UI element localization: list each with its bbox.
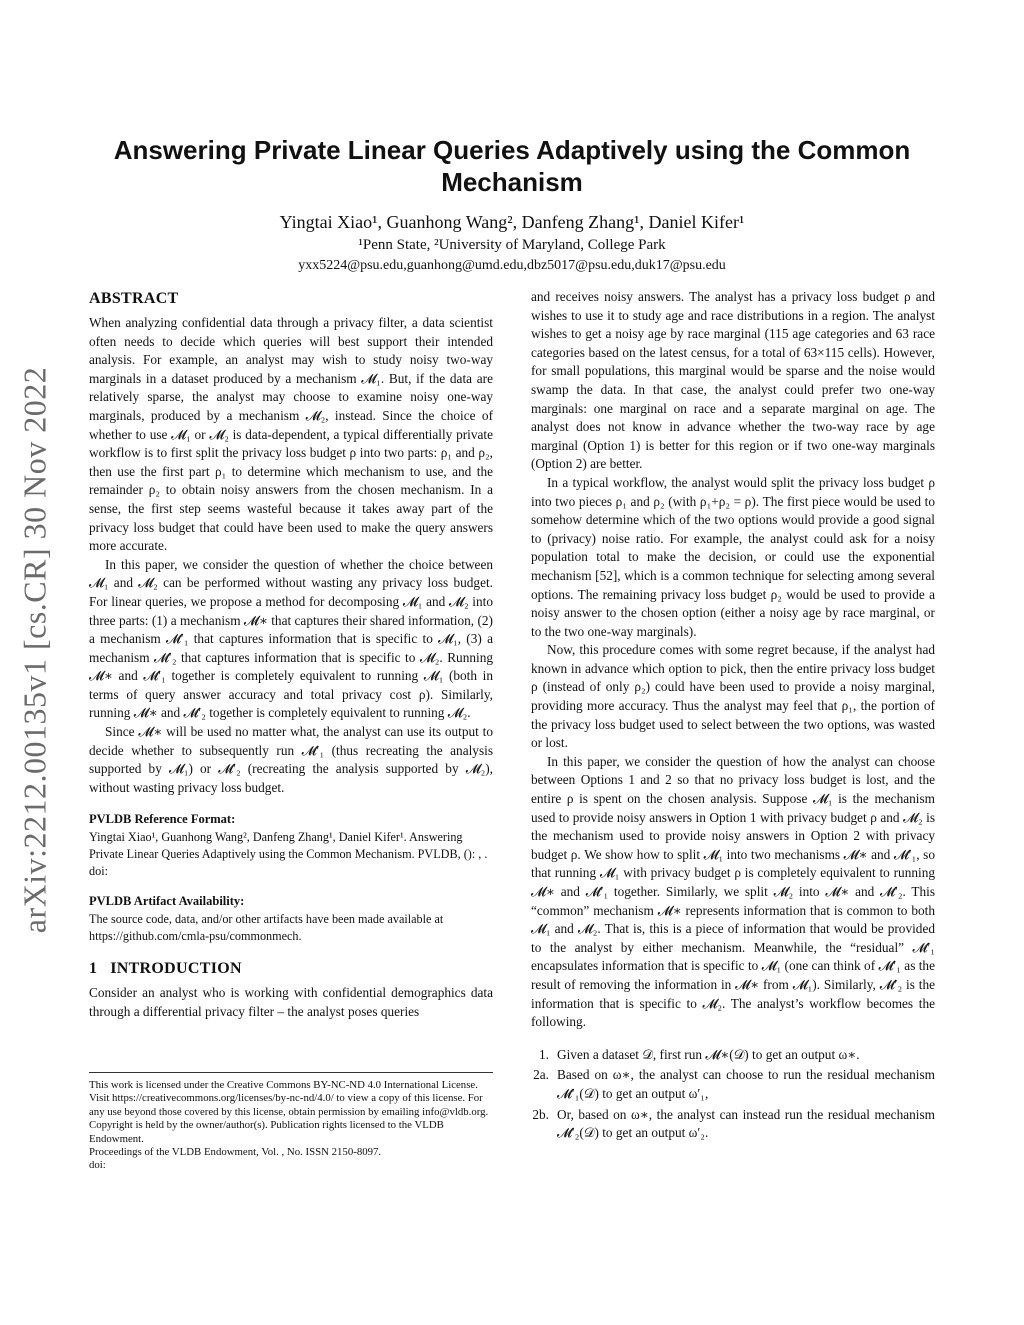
- intro-paragraph-continued: and receives noisy answers. The analyst has a privacy loss budget ρ and wishes to use it to study age and race distributions in a region. The analyst wishes to get a noisy age by race marginal (115 age categories and 63 race categories based on the latest census, for a total of 63×115 cells). However, for small populations, this marginal would be sparse and the noise would swamp the data. In that case, the analyst could prefer two one-way marginals: one marginal on race and a separate marginal on age. The analyst does not know in advance whether the two-way race by age marginal (Option 1) is better for this region or if two one-way marginals (Option 2) are better.: [531, 289, 935, 472]
- paper-title: Answering Private Linear Queries Adaptively using the Common Mechanism: [113, 135, 911, 197]
- introduction-heading: 1 INTRODUCTION: [89, 960, 242, 978]
- workflow-steps: [531, 1046, 935, 1143]
- pvldb-reference-text: Yingtai Xiao¹, Guanhong Wang², Danfeng Zhang¹, Daniel Kifer¹. Answering Private Linear Queries Adaptively using the Common Mechanism. PVLDB, (): , .: [89, 830, 488, 862]
- abstract-paragraph-1: When analyzing confidential data through a privacy filter, a data scientist often needs to decide which queries will best support their intended analysis. For example, an analyst may wish to study noisy two-way marginals in a dataset produced by a mechanism 𝓜₁. But, if the data are relatively sparse, the analyst may choose to examine noisy one-way marginals, produced by a mechanism 𝓜₂, instead. Since the choice of whether to use 𝓜₁ or 𝓜₂ is data-dependent, a typical differentially private workflow is to first split the privacy loss budget ρ into two parts: ρ₁ and ρ₂, then use the first part ρ₁ to determine which mechanism to use, and the remainder ρ₂ to obtain noisy answers from the chosen mechanism. In a sense, the first step seems wasteful because it takes away part of the privacy loss budget that could have been used to make the query answers more accurate.: [89, 315, 493, 554]
- arxiv-sidebar-stamp: [4, 330, 66, 970]
- author-list: Yingtai Xiao¹, Guanhong Wang², Danfeng Zhang¹, Daniel Kifer¹: [279, 212, 745, 232]
- pvldb-artifact-heading: PVLDB Artifact Availability:: [89, 894, 245, 909]
- step-number: 1.: [539, 1046, 549, 1062]
- pvldb-reference-doi: doi:: [89, 863, 108, 878]
- arxiv-identifier: arXiv:2212.00135v1 [cs.CR] 30 Nov 2022: [16, 366, 53, 934]
- intro-paragraph-regret: Now, this procedure comes with some regret because, if the analyst had known in advance which option to pick, then the entire privacy loss budget ρ (instead of only ρ₂) could have been used to provide a noisy marginal, providing more accuracy. Thus the analyst may feel that ρ₁, the portion of the privacy loss budget used to select between the two options, was wasted or lost.: [531, 642, 935, 751]
- footnote-doi: doi:: [89, 1159, 106, 1172]
- step-number: 2b.: [532, 1106, 549, 1122]
- pvldb-reference-heading: PVLDB Reference Format:: [89, 812, 236, 827]
- workflow-step: [531, 1106, 935, 1143]
- proceedings-text: Proceedings of the VLDB Endowment, Vol. , No. ISSN 2150-8097.: [89, 1146, 382, 1159]
- right-column: [531, 288, 935, 1145]
- step-text: Or, based on ω∗, the analyst can instead run the residual mechanism 𝓜′₂(𝒟) to get an output ω′₂.: [557, 1106, 935, 1141]
- abstract-paragraph-3: Since 𝓜∗ will be used no matter what, the analyst can use its output to decide whether to subsequently run 𝓜′₁ (thus recreating the analysis supported by 𝓜₁) or 𝓜′₂ (recreating the analysis supported by 𝓜₂), without wasting privacy loss budget.: [89, 724, 493, 795]
- pvldb-artifact-text: The source code, data, and/or other artifacts have been made available at https://github.com/cmla-psu/commonmech.: [89, 912, 444, 943]
- license-text: This work is licensed under the Creative Commons BY-NC-ND 4.0 International License. Visit https://creativecommons.org/licenses/by-nc-nd/4.0/ to view a copy of this license. For any use beyond those covered by this license, obtain permission by emailing info@vldb.org. Copyright is held by the owner/author(s). Publication rights licensed to the VLDB Endowment.: [89, 1079, 489, 1145]
- affiliations: ¹Penn State, ²University of Maryland, College Park: [358, 237, 666, 253]
- workflow-step: [531, 1046, 935, 1065]
- step-number: 2a.: [533, 1067, 549, 1083]
- abstract-paragraph-2: In this paper, we consider the question of whether the choice between 𝓜₁ and 𝓜₂ can be performed without wasting any privacy loss budget. For linear queries, we propose a method for decomposing 𝓜₁ and 𝓜₂ into three parts: (1) a mechanism 𝓜∗ that captures their shared information, (2) a mechanism 𝓜′₁ that captures information that is specific to 𝓜₁, (3) a mechanism 𝓜′₂ that captures information that is specific to 𝓜₂. Running 𝓜∗ and 𝓜′₁ together is completely equivalent to running 𝓜₁ (both in terms of query answer accuracy and total privacy cost ρ). Similarly, running 𝓜∗ and 𝓜′₂ together is completely equivalent to running 𝓜₂.: [89, 556, 493, 721]
- introduction-paragraph-1: Consider an analyst who is working with confidential demographics data through a differential privacy filter – the analyst poses queries: [89, 985, 493, 1019]
- step-text: Based on ω∗, the analyst can choose to run the residual mechanism 𝓜′₁(𝒟) to get an output ω′₁,: [557, 1067, 935, 1101]
- abstract-heading: ABSTRACT: [89, 290, 179, 307]
- license-footnote: [89, 1072, 493, 1173]
- step-text: Given a dataset 𝒟, first run 𝓜∗(𝒟) to get an output ω∗.: [557, 1046, 860, 1062]
- workflow-step: [531, 1066, 935, 1103]
- intro-paragraph-workflow: In a typical workflow, the analyst would split the privacy loss budget ρ into two pieces ρ₁ and ρ₂ (with ρ₁+ρ₂ = ρ). The first piece would be used to somehow determine which of the two options would provide a good signal to (privacy) noise ratio. For example, the analyst could ask for a noisy population total to make the decision, or could use the exponential mechanism [52], which is a common technique for selecting among several options. The remaining privacy loss budget ρ₂ would be used to provide a noisy answer to the chosen option (either a noisy age by race marginal, or to the two one-way marginals).: [531, 474, 935, 639]
- author-emails: yxx5224@psu.edu,guanhong@umd.edu,dbz5017@psu.edu,duk17@psu.edu: [298, 258, 726, 273]
- intro-paragraph-proposal: In this paper, we consider the question of how the analyst can choose between Options 1 and 2 so that no privacy loss budget is lost, and the entire ρ is spent on the chosen analysis. Suppose 𝓜₁ is the mechanism used to provide noisy answers in Option 1 with privacy budget ρ and 𝓜₂ is the mechanism used to provide noisy answers in Option 2 with privacy budget ρ. We show how to split 𝓜₁ into two mechanisms 𝓜∗ and 𝓜′₁, so that running 𝓜₁ with privacy budget ρ is completely equivalent to running 𝓜∗ and 𝓜′₁ together. Similarly, we split 𝓜₂ into 𝓜∗ and 𝓜′₂. This “common” mechanism 𝓜∗ represents information that is common to both 𝓜₁ and 𝓜₂. That is, this is a piece of information that would be provided to the analyst by either mechanism. Meanwhile, the “residual” 𝓜′₁ encapsulates information that is specific to 𝓜₁ (one can think of 𝓜′₁ as the result of removing the information in 𝓜∗ from 𝓜₁). Similarly, 𝓜′₂ is the information that is specific to 𝓜₂. The analyst’s workflow becomes the following.: [531, 753, 935, 1030]
- left-column: [89, 288, 493, 1022]
